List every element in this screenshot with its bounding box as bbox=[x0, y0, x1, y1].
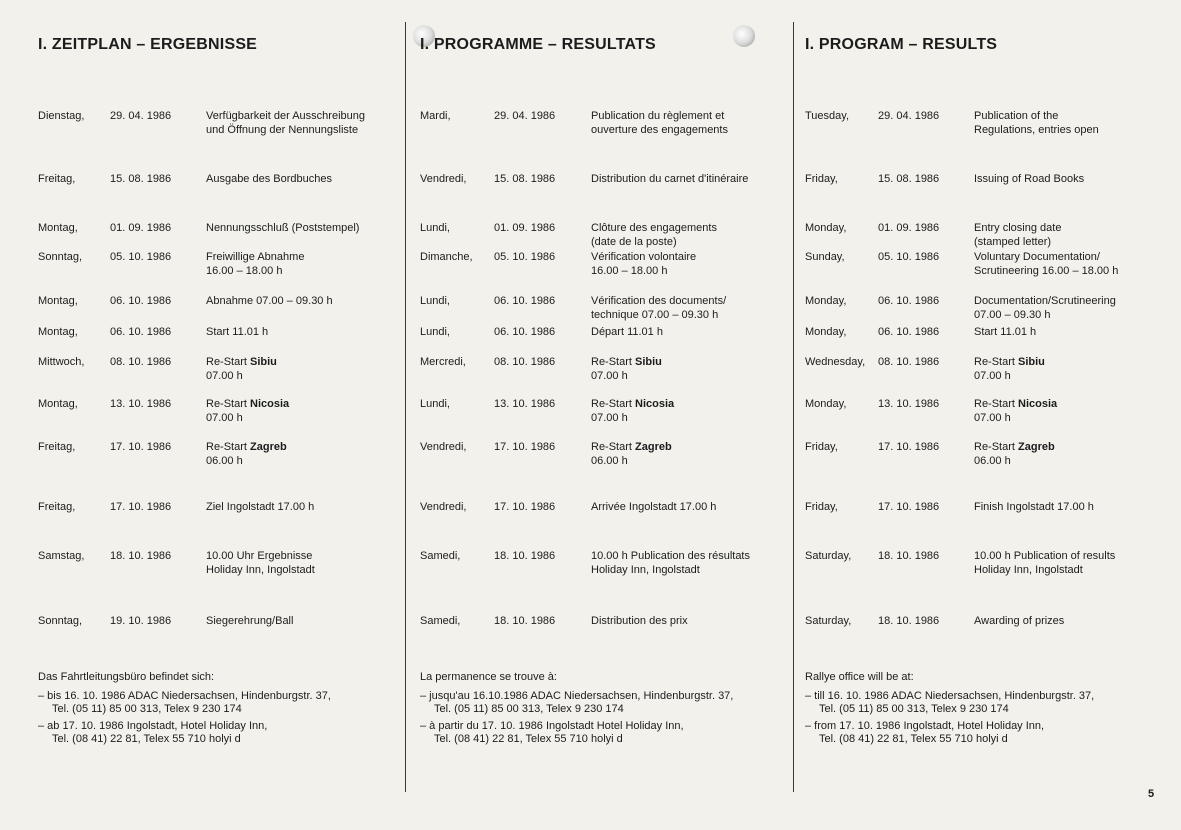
event-text bbox=[591, 397, 674, 425]
column-divider-left bbox=[405, 22, 406, 792]
date-label: 05. 10. 1986 bbox=[110, 251, 172, 263]
date-label: 05. 10. 1986 bbox=[494, 251, 556, 263]
event-city-name: Zagreb bbox=[250, 441, 287, 453]
rallye-office-info bbox=[38, 671, 398, 750]
date-label: 18. 10. 1986 bbox=[878, 615, 940, 627]
date-label: 01. 09. 1986 bbox=[878, 222, 940, 234]
event-text bbox=[591, 355, 662, 383]
event-text: Abnahme 07.00 – 09.30 h bbox=[206, 295, 333, 307]
event-text: Start 11.01 h bbox=[974, 326, 1037, 338]
office-address: – till 16. 10. 1986 ADAC Niedersachsen, Hindenburgstr. 37, Tel. (05 11) 85 00 313, Telex 9 230 174 bbox=[805, 690, 1095, 715]
event-text: Distribution du carnet d'itinéraire bbox=[591, 173, 749, 185]
weekday-label: Lundi, bbox=[420, 326, 450, 338]
weekday-label: Montag, bbox=[38, 326, 78, 338]
rallye-office-info bbox=[420, 671, 790, 750]
event-text bbox=[974, 440, 1055, 468]
date-label: 15. 08. 1986 bbox=[494, 173, 556, 185]
weekday-label: Dimanche, bbox=[420, 251, 473, 263]
date-label: 06. 10. 1986 bbox=[494, 326, 556, 338]
date-label: 06. 10. 1986 bbox=[110, 326, 172, 338]
event-text: Siegerehrung/Ball bbox=[206, 615, 294, 627]
office-address: – à partir du 17. 10. 1986 Ingolstadt Hotel Holiday Inn, Tel. (08 41) 22 81, Telex 55 710 holyi d bbox=[420, 720, 684, 745]
weekday-label: Vendredi, bbox=[420, 173, 467, 185]
weekday-label: Friday, bbox=[805, 173, 838, 185]
date-label: 17. 10. 1986 bbox=[878, 501, 940, 513]
date-label: 13. 10. 1986 bbox=[110, 398, 172, 410]
event-text: Vérification des documents/ technique 07.00 – 09.30 h bbox=[591, 295, 727, 321]
event-text: Publication of the Regulations, entries open bbox=[974, 110, 1099, 136]
event-text: Voluntary Documentation/ Scrutineering 16.00 – 18.00 h bbox=[974, 251, 1119, 277]
weekday-label: Lundi, bbox=[420, 222, 450, 234]
weekday-label: Monday, bbox=[805, 398, 847, 410]
event-text: Publication du règlement et ouverture des engagements bbox=[591, 110, 728, 136]
event-text: Awarding of prizes bbox=[974, 615, 1065, 627]
event-restart-label: Re-Start bbox=[206, 398, 251, 410]
event-city-name: Zagreb bbox=[1018, 441, 1055, 453]
weekday-label: Samedi, bbox=[420, 550, 461, 562]
event-time: 07.00 h bbox=[591, 370, 628, 382]
column-title: I. ZEITPLAN – ERGEBNISSE bbox=[38, 36, 258, 53]
date-label: 19. 10. 1986 bbox=[110, 615, 172, 627]
event-text bbox=[206, 355, 277, 383]
weekday-label: Freitag, bbox=[38, 441, 76, 453]
weekday-label: Montag, bbox=[38, 295, 78, 307]
event-text: Ausgabe des Bordbuches bbox=[206, 173, 332, 185]
event-text: 10.00 h Publication of results Holiday Inn, Ingolstadt bbox=[974, 550, 1116, 576]
event-city-name: Nicosia bbox=[250, 398, 290, 410]
date-label: 06. 10. 1986 bbox=[110, 295, 172, 307]
weekday-label: Friday, bbox=[805, 441, 838, 453]
office-address: – ab 17. 10. 1986 Ingolstadt, Hotel Holiday Inn, Tel. (08 41) 22 81, Telex 55 710 holyi d bbox=[38, 720, 268, 745]
date-label: 29. 04. 1986 bbox=[494, 110, 556, 122]
weekday-label: Sonntag, bbox=[38, 615, 83, 627]
event-text bbox=[206, 440, 287, 468]
date-label: 15. 08. 1986 bbox=[878, 173, 940, 185]
date-label: 17. 10. 1986 bbox=[494, 441, 556, 453]
weekday-label: Tuesday, bbox=[805, 110, 850, 122]
event-text: Freiwillige Abnahme 16.00 – 18.00 h bbox=[206, 251, 305, 277]
date-label: 18. 10. 1986 bbox=[494, 550, 556, 562]
event-city-name: Sibiu bbox=[635, 356, 662, 368]
event-text: Nennungsschluß (Poststempel) bbox=[206, 222, 360, 234]
event-text: Finish Ingolstadt 17.00 h bbox=[974, 501, 1094, 513]
weekday-label: Mercredi, bbox=[420, 356, 466, 368]
weekday-label: Freitag, bbox=[38, 173, 76, 185]
event-text bbox=[974, 397, 1057, 425]
date-label: 18. 10. 1986 bbox=[110, 550, 172, 562]
weekday-label: Sonntag, bbox=[38, 251, 83, 263]
date-label: 29. 04. 1986 bbox=[878, 110, 940, 122]
weekday-label: Vendredi, bbox=[420, 441, 467, 453]
event-text bbox=[206, 397, 289, 425]
office-address: – from 17. 10. 1986 Ingolstadt, Hotel Holiday Inn, Tel. (08 41) 22 81, Telex 55 710 holyi d bbox=[805, 720, 1045, 745]
weekday-label: Mittwoch, bbox=[38, 356, 85, 368]
event-time: 07.00 h bbox=[206, 412, 243, 424]
event-text bbox=[974, 355, 1045, 383]
weekday-label: Mardi, bbox=[420, 110, 451, 122]
weekday-label: Freitag, bbox=[38, 501, 76, 513]
column-divider-right bbox=[793, 22, 794, 792]
date-label: 17. 10. 1986 bbox=[878, 441, 940, 453]
event-text: Ziel Ingolstadt 17.00 h bbox=[206, 501, 315, 513]
date-label: 08. 10. 1986 bbox=[110, 356, 172, 368]
event-text: Entry closing date (stamped letter) bbox=[974, 222, 1062, 248]
date-label: 17. 10. 1986 bbox=[110, 441, 172, 453]
event-text: 10.00 Uhr Ergebnisse Holiday Inn, Ingolstadt bbox=[206, 550, 315, 576]
weekday-label: Lundi, bbox=[420, 295, 450, 307]
office-heading: Rallye office will be at: bbox=[805, 671, 914, 683]
event-text: Vérification volontaire 16.00 – 18.00 h bbox=[591, 251, 697, 277]
weekday-label: Lundi, bbox=[420, 398, 450, 410]
weekday-label: Montag, bbox=[38, 222, 78, 234]
column-french bbox=[420, 0, 790, 830]
office-heading: Das Fahrtleitungsbüro befindet sich: bbox=[38, 671, 215, 683]
office-address: – jusqu'au 16.10.1986 ADAC Niedersachsen, Hindenburgstr. 37, Tel. (05 11) 85 00 313, Telex 9 230 174 bbox=[420, 690, 734, 715]
date-label: 08. 10. 1986 bbox=[878, 356, 940, 368]
rallye-office-info bbox=[805, 671, 1155, 750]
event-time: 06.00 h bbox=[206, 455, 243, 467]
date-label: 13. 10. 1986 bbox=[494, 398, 556, 410]
event-time: 07.00 h bbox=[974, 412, 1011, 424]
weekday-label: Monday, bbox=[805, 326, 847, 338]
column-german bbox=[38, 0, 398, 830]
event-text: Distribution des prix bbox=[591, 615, 688, 627]
event-restart-label: Re-Start bbox=[974, 356, 1019, 368]
event-restart-label: Re-Start bbox=[591, 356, 636, 368]
event-restart-label: Re-Start bbox=[206, 356, 251, 368]
weekday-label: Sunday, bbox=[805, 251, 845, 263]
weekday-label: Monday, bbox=[805, 222, 847, 234]
column-title: I. PROGRAMME – RESULTATS bbox=[420, 36, 656, 53]
event-city-name: Nicosia bbox=[1018, 398, 1058, 410]
event-text: Départ 11.01 h bbox=[591, 326, 663, 338]
date-label: 17. 10. 1986 bbox=[110, 501, 172, 513]
event-restart-label: Re-Start bbox=[974, 441, 1019, 453]
event-text bbox=[591, 440, 672, 468]
weekday-label: Samstag, bbox=[38, 550, 85, 562]
date-label: 05. 10. 1986 bbox=[878, 251, 940, 263]
date-label: 17. 10. 1986 bbox=[494, 501, 556, 513]
event-time: 07.00 h bbox=[206, 370, 243, 382]
event-text: Verfügbarkeit der Ausschreibung und Öffnung der Nennungsliste bbox=[206, 110, 365, 136]
event-city-name: Zagreb bbox=[635, 441, 672, 453]
event-text: Documentation/Scrutineering 07.00 – 09.30 h bbox=[974, 295, 1116, 321]
date-label: 08. 10. 1986 bbox=[494, 356, 556, 368]
weekday-label: Saturday, bbox=[805, 615, 852, 627]
event-restart-label: Re-Start bbox=[591, 441, 636, 453]
date-label: 01. 09. 1986 bbox=[494, 222, 556, 234]
weekday-label: Monday, bbox=[805, 295, 847, 307]
event-text: Issuing of Road Books bbox=[974, 173, 1085, 185]
date-label: 06. 10. 1986 bbox=[494, 295, 556, 307]
event-time: 06.00 h bbox=[591, 455, 628, 467]
weekday-label: Vendredi, bbox=[420, 501, 467, 513]
office-heading: La permanence se trouve à: bbox=[420, 671, 557, 683]
event-time: 06.00 h bbox=[974, 455, 1011, 467]
page-number: 5 bbox=[1148, 788, 1155, 800]
date-label: 15. 08. 1986 bbox=[110, 173, 172, 185]
event-text: Start 11.01 h bbox=[206, 326, 269, 338]
weekday-label: Saturday, bbox=[805, 550, 852, 562]
weekday-label: Montag, bbox=[38, 398, 78, 410]
weekday-label: Wednesday, bbox=[805, 356, 866, 368]
event-time: 07.00 h bbox=[591, 412, 628, 424]
event-city-name: Sibiu bbox=[1018, 356, 1045, 368]
date-label: 18. 10. 1986 bbox=[494, 615, 556, 627]
event-restart-label: Re-Start bbox=[591, 398, 636, 410]
office-address: – bis 16. 10. 1986 ADAC Niedersachsen, Hindenburgstr. 37, Tel. (05 11) 85 00 313, Telex 9 230 174 bbox=[38, 690, 331, 715]
event-text: Clôture des engagements (date de la poste) bbox=[591, 222, 717, 248]
event-restart-label: Re-Start bbox=[206, 441, 251, 453]
date-label: 06. 10. 1986 bbox=[878, 295, 940, 307]
date-label: 01. 09. 1986 bbox=[110, 222, 172, 234]
event-city-name: Nicosia bbox=[635, 398, 675, 410]
date-label: 18. 10. 1986 bbox=[878, 550, 940, 562]
weekday-label: Dienstag, bbox=[38, 110, 85, 122]
date-label: 06. 10. 1986 bbox=[878, 326, 940, 338]
date-label: 13. 10. 1986 bbox=[878, 398, 940, 410]
event-restart-label: Re-Start bbox=[974, 398, 1019, 410]
date-label: 29. 04. 1986 bbox=[110, 110, 172, 122]
event-time: 07.00 h bbox=[974, 370, 1011, 382]
event-city-name: Sibiu bbox=[250, 356, 277, 368]
event-text: Arrivée Ingolstadt 17.00 h bbox=[591, 501, 717, 513]
event-text: 10.00 h Publication des résultats Holiday Inn, Ingolstadt bbox=[591, 550, 750, 576]
column-english bbox=[805, 0, 1155, 830]
weekday-label: Friday, bbox=[805, 501, 838, 513]
column-title: I. PROGRAM – RESULTS bbox=[805, 36, 998, 53]
weekday-label: Samedi, bbox=[420, 615, 461, 627]
